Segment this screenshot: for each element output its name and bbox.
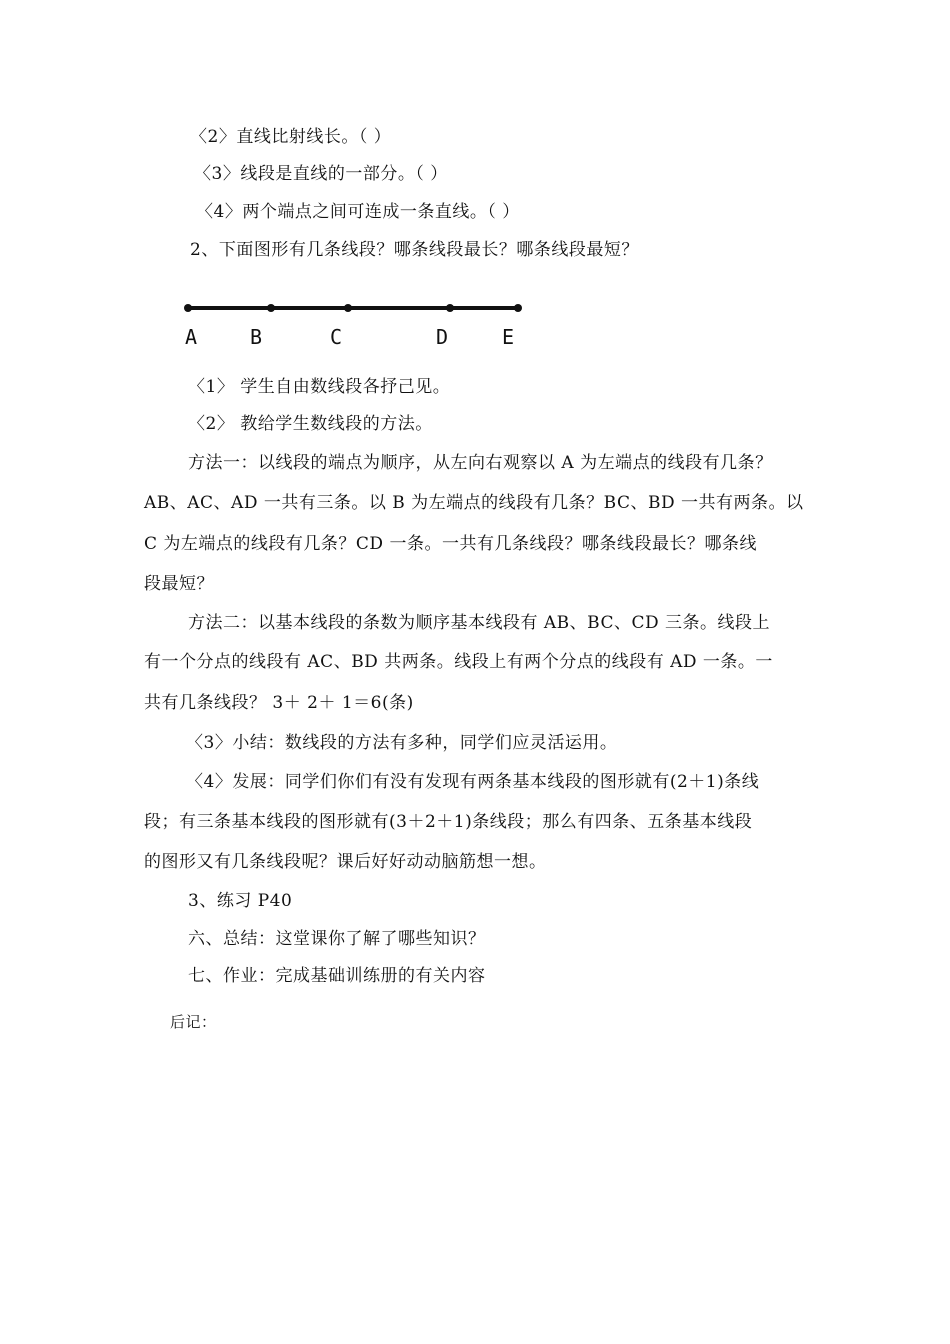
point-e [514,304,522,312]
question-2: 2、下面图形有几条线段？哪条线段最长？哪条线段最短？ [190,240,639,260]
development-line-2: 段；有三条基本线段的图形就有(3＋2＋1)条线段；那么有四条、五条基本线段 [144,812,753,832]
label-c: C [330,325,343,349]
development-line-1: 〈4〉发展：同学们你们有没有发现有两条基本线段的图形就有(2＋1)条线 [186,772,760,792]
label-d: D [436,325,449,349]
method-1-line-4: 段最短？ [144,574,214,594]
development-line-3: 的图形又有几条线段呢？课后好好动动脑筋想一想。 [144,852,547,872]
point-c [344,304,352,312]
practice: 3、练习 P40 [188,891,293,911]
judgement-3: 〈3〉线段是直线的一部分。（ ） [194,164,448,184]
method-1-line-2: AB、AC、AD 一共有三条。以 B 为左端点的线段有几条？BC、BD 一共有两条。以 [144,493,804,513]
method-2-line-1: 方法二：以基本线段的条数为顺序基本线段有 AB、BC、CD 三条。线段上 [188,613,771,633]
method-2-line-3: 共有几条线段？ 3＋ 2＋ 1＝6(条) [144,693,414,713]
summary: 〈3〉小结：数线段的方法有多种，同学们应灵活运用。 [186,733,618,753]
postscript: 后记： [170,1013,217,1031]
method-1-line-3: C 为左端点的线段有几条？CD 一条。一共有几条线段？哪条线段最长？哪条线 [144,534,757,554]
method-2-line-2: 有一个分点的线段有 AC、BD 共两条。线段上有两个分点的线段有 AD 一条。一 [144,652,773,672]
point-a [184,304,192,312]
point-d [446,304,454,312]
step-1: 〈1〉 学生自由数线段各抒己见。 [188,377,451,397]
section-7: 七、作业：完成基础训练册的有关内容 [188,966,486,986]
segment-figure [180,296,530,352]
judgement-4: 〈4〉两个端点之间可连成一条直线。（ ） [196,202,520,222]
label-e: E [502,325,515,349]
method-1-line-1: 方法一：以线段的端点为顺序，从左向右观察以 A 为左端点的线段有几条？ [188,453,773,473]
point-b [267,304,275,312]
judgement-2: 〈2〉直线比射线长。（ ） [190,127,392,147]
section-6: 六、总结：这堂课你了解了哪些知识？ [188,929,486,949]
step-2: 〈2〉 教给学生数线段的方法。 [188,414,433,434]
label-a: A [185,325,198,349]
label-b: B [250,325,263,349]
